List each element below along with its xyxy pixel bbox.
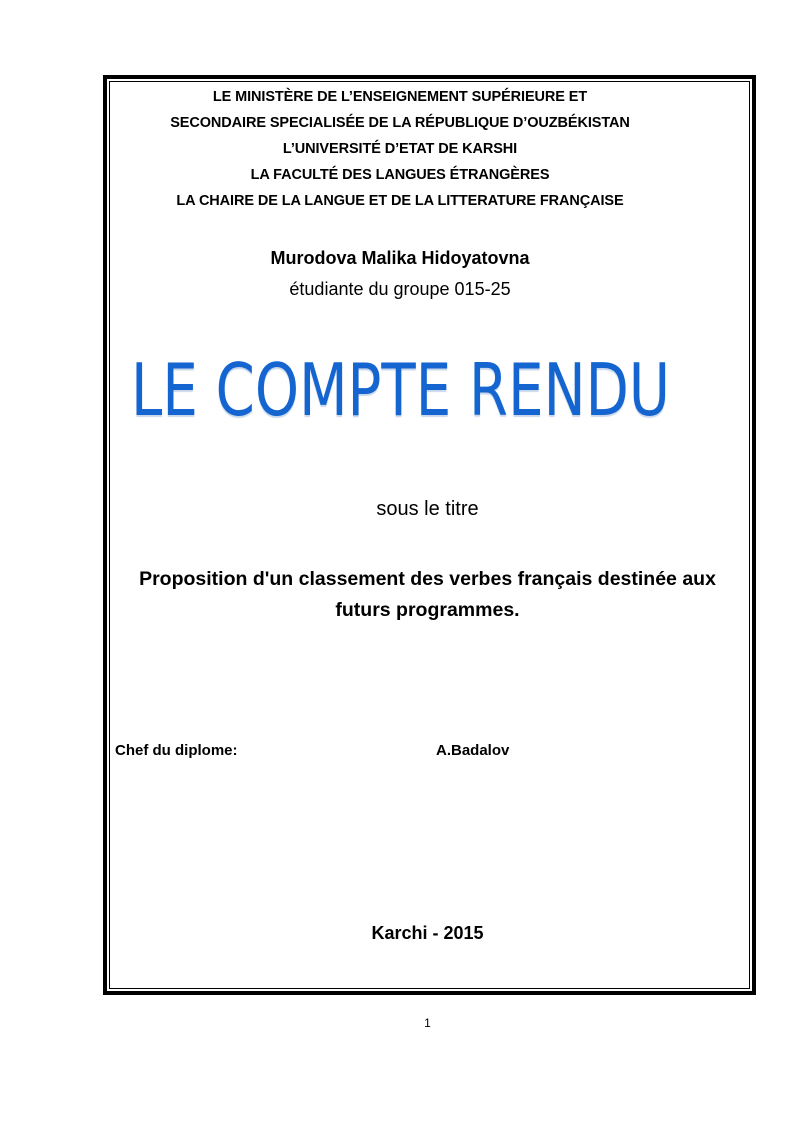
student-name: Murodova Malika Hidoyatovna <box>270 248 530 268</box>
document-title: LE COMPTE RENDU <box>131 348 670 432</box>
header-line-university: L’UNIVERSITÉ D’ETAT DE KARSHI <box>282 141 518 157</box>
header-line-ministry-continued: SECONDAIRE SPECIALISÉE DE LA RÉPUBLIQUE D’OUZBÉKISTAN <box>170 115 630 131</box>
page-number: 1 <box>424 1016 431 1030</box>
supervisor-label: Chef du diplome: <box>115 742 238 759</box>
supervisor-name: A.Badalov <box>436 742 510 759</box>
report-topic: Proposition d'un classement des verbes français destinée aux futurs programmes. <box>139 568 716 621</box>
place-and-date: Karchi - 2015 <box>371 923 484 943</box>
subtitle: sous le titre <box>376 498 479 520</box>
institution-header <box>0 84 800 214</box>
header-line-chair: LA CHAIRE DE LA LANGUE ET DE LA LITTERATURE FRANÇAISE <box>176 193 624 209</box>
header-line-faculty: LA FACULTÉ DES LANGUES ÉTRANGÈRES <box>250 167 550 183</box>
page-border-inner <box>109 81 750 989</box>
header-line-ministry: LE MINISTÈRE DE L’ENSEIGNEMENT SUPÉRIEURE ET <box>212 89 588 105</box>
student-group: étudiante du groupe 015-25 <box>289 279 511 299</box>
